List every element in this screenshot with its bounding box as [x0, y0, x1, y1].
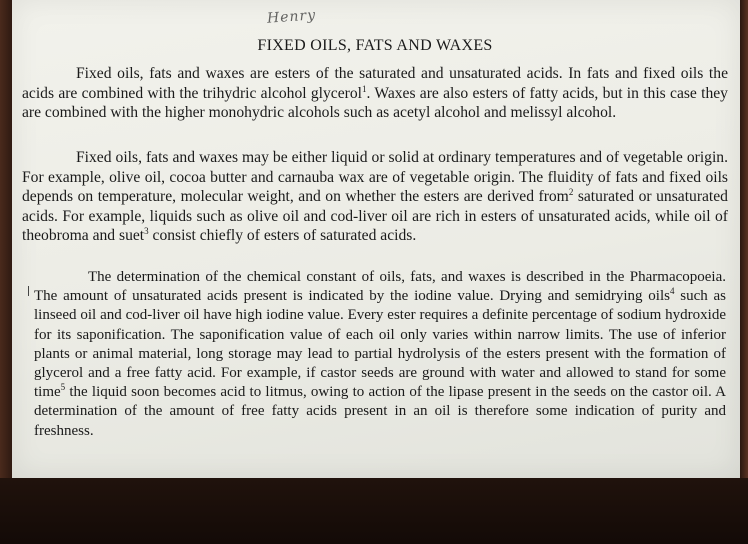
monitor-bezel-bottom	[0, 478, 748, 544]
footnote-marker: 2	[568, 187, 574, 197]
paragraph-3	[34, 268, 726, 441]
footnote-marker: 5	[60, 382, 66, 393]
footnote-marker: 4	[669, 286, 675, 297]
page-content	[22, 0, 728, 470]
margin-mark	[28, 286, 29, 296]
paragraph-text: saturated or unsaturated acids. For example, liquids such as olive oil and cod-liver oil are rich in esters of unsaturated acids, while oil of theobroma and suet	[22, 188, 728, 245]
paragraph-text: Fixed oils, fats and waxes may be either liquid or solid at ordinary temperatures and of vegetable origin. For example, olive oil, cocoa butter and carnauba wax are of vegetable origin. The fluidity of fats and fixed oils depends on temperature, molecular weight, and on whether the esters are derived from	[22, 149, 728, 206]
paragraph-text: the liquid soon becomes acid to litmus, owing to action of the lipase present in the seeds on the castor oil. A determination of the amount of free fatty acids present in an oil is therefore some indication of purity and freshness.	[34, 384, 726, 439]
paragraph-text: Fixed oils, fats and waxes are esters of the saturated and unsaturated acids. In fats and fixed oils the acids are combined with the trihydric alcohol glycerol	[22, 65, 728, 102]
paragraph-1	[22, 64, 728, 123]
document-title: FIXED OILS, FATS AND WAXES	[257, 37, 493, 54]
handwritten-annotation: Henry	[266, 7, 317, 27]
paragraph-text: such as linseed oil and cod-liver oil have high iodine value. Every ester requires a definite percentage of sodium hydroxide for its saponification. The saponification value of each oil only varies within narrow limits. The use of inferior plants or animal material, long storage may lead to partial hydrolysis of the esters present with the formation of glycerol and a free fatty acid. For example, if castor seeds are ground with water and allowed to stand for some time	[34, 288, 726, 401]
paragraph-text: The determination of the chemical constant of oils, fats, and waxes is described in the Pharmacopoeia. The amount of unsaturated acids present is indicated by the iodine value. Drying and semidrying oils	[34, 269, 726, 305]
monitor-edge-right	[740, 0, 748, 544]
document-page	[12, 0, 740, 478]
paragraph-2	[22, 148, 728, 246]
paragraph-text: . Waxes are also esters of fatty acids, but in this case they are combined with the higher monohydric alcohols such as acetyl alcohol and melissyl alcohol.	[22, 84, 728, 122]
paragraph-text: consist chiefly of esters of saturated acids.	[148, 227, 417, 245]
footnote-marker: 3	[144, 226, 149, 237]
footnote-marker: 1	[361, 83, 367, 94]
